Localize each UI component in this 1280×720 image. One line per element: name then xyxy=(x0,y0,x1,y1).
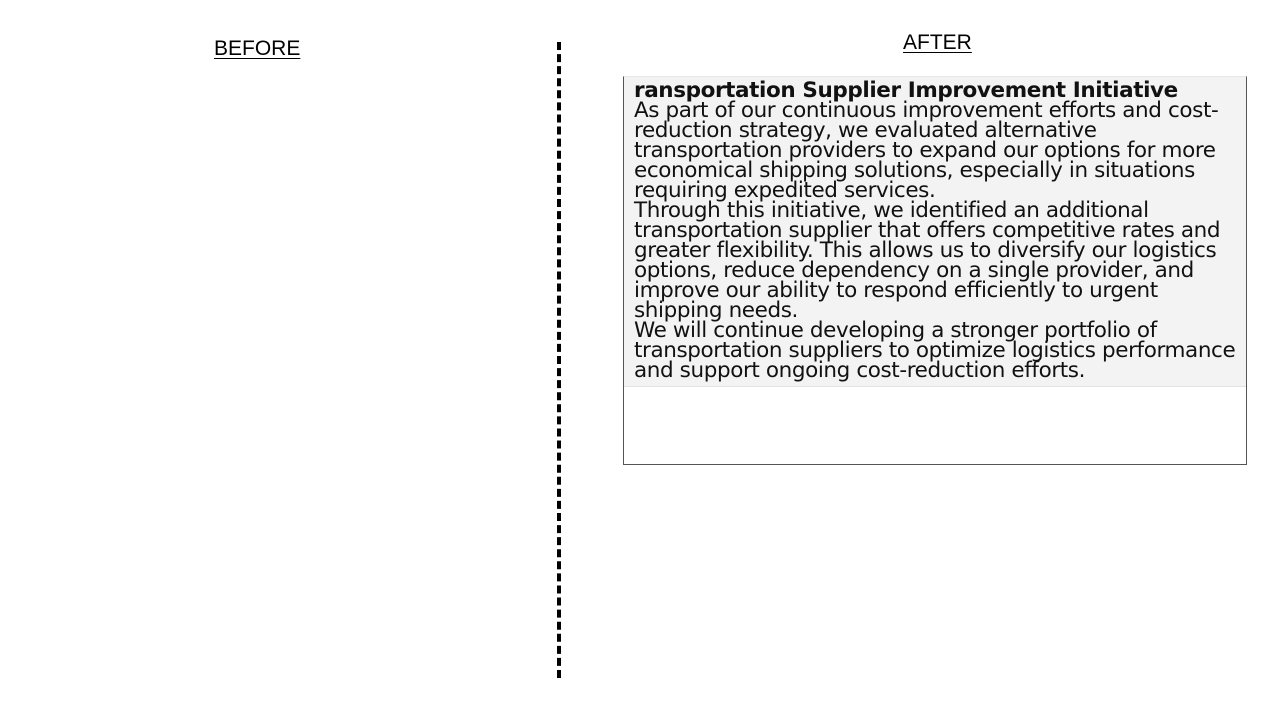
dashed-divider xyxy=(557,42,561,678)
initiative-paragraph: Through this initiative, we identified an additional transportation supplier that offers competitive rates and greater flexibility. This allows us to diversify our logistics options, reduce dependency on a single provider, and improve our ability to respond efficiently to urgent shipping needs. xyxy=(634,198,1221,323)
after-heading: AFTER xyxy=(903,31,972,54)
initiative-paragraph: As part of our continuous improvement efforts and cost-reduction strategy, we evaluated alternative transportation providers to expand our options for more economical shipping solutions, especially in situations requiring expedited services. xyxy=(634,98,1219,203)
initiative-paragraph: We will continue developing a stronger portfolio of transportation suppliers to optimize logistics performance and support ongoing cost-reduction efforts. xyxy=(634,318,1236,383)
after-panel xyxy=(623,76,1247,465)
initiative-text-box xyxy=(624,77,1246,387)
initiative-title: ransportation Supplier Improvement Initiative xyxy=(634,78,1178,103)
before-heading: BEFORE xyxy=(214,37,301,60)
